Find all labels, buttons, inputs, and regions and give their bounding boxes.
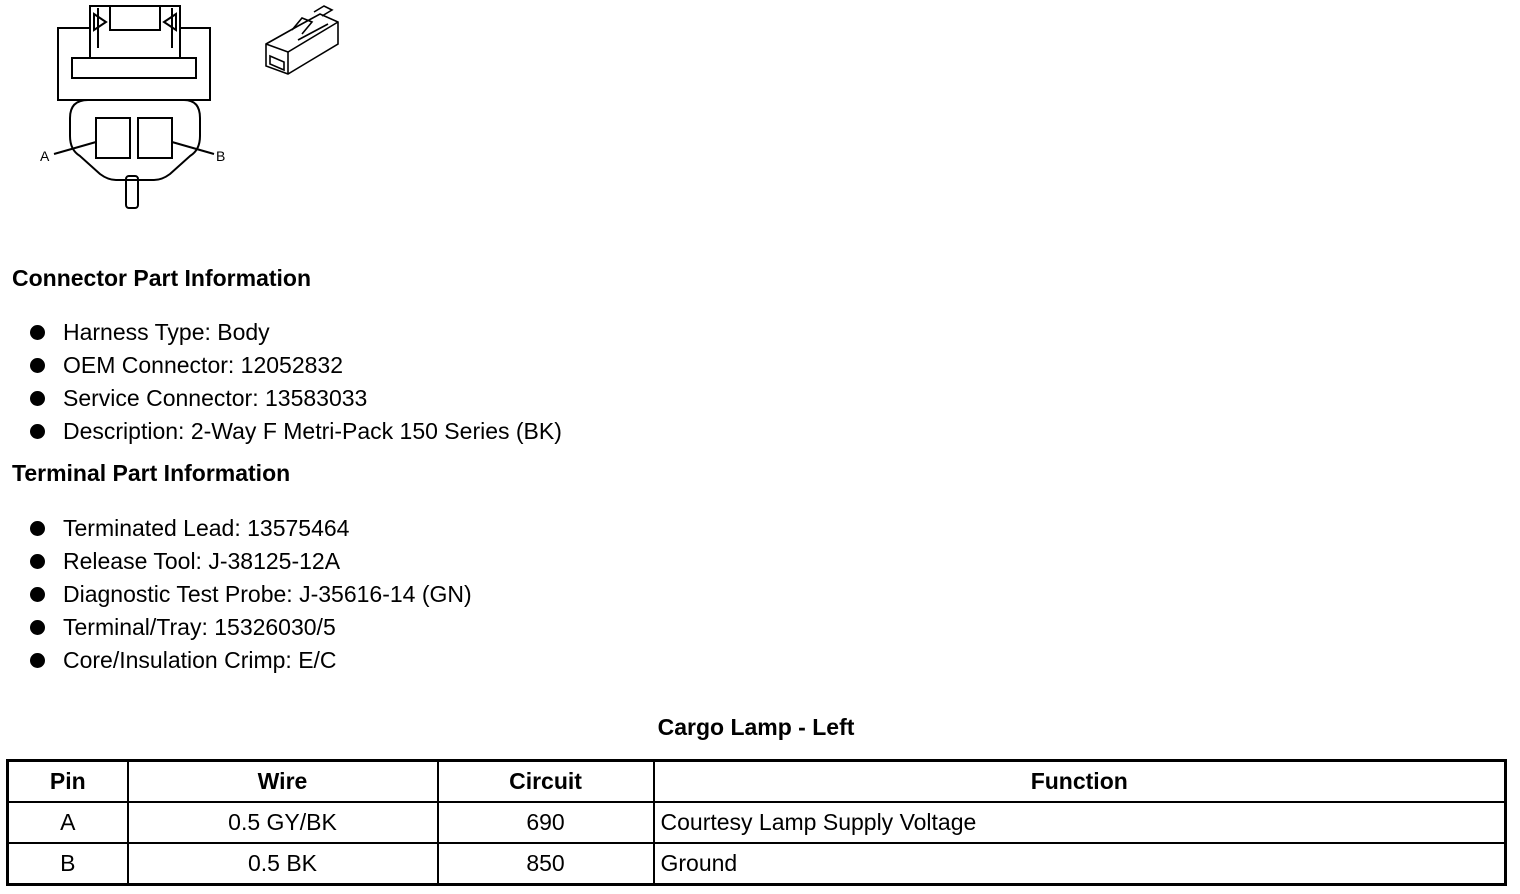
- column-header-circuit: Circuit: [438, 761, 654, 803]
- list-item: Terminal/Tray: 15326030/5: [26, 611, 472, 644]
- table-row: [8, 802, 1506, 843]
- cell-pin: A: [8, 802, 128, 843]
- column-header-pin: Pin: [8, 761, 128, 803]
- table-title: Cargo Lamp - Left: [657, 714, 855, 740]
- pin-label-a: A: [40, 148, 50, 164]
- connector-face-diagram: [30, 0, 240, 215]
- pinout-table: [6, 759, 1507, 886]
- cell-function: Ground: [654, 843, 1506, 885]
- cell-circuit: 850: [438, 843, 654, 885]
- list-item: OEM Connector: 12052832: [26, 349, 562, 382]
- list-item: Service Connector: 13583033: [26, 382, 562, 415]
- connector-info-heading: Connector Part Information: [12, 265, 312, 291]
- terminal-info-heading: Terminal Part Information: [12, 460, 291, 486]
- bullet-icon: [30, 424, 45, 439]
- column-header-wire: Wire: [128, 761, 438, 803]
- bullet-icon: [30, 325, 45, 340]
- column-header-function: Function: [654, 761, 1506, 803]
- cell-circuit: 690: [438, 802, 654, 843]
- table-row: [8, 843, 1506, 885]
- terminal-info-list: [26, 512, 472, 677]
- list-item: Release Tool: J-38125-12A: [26, 545, 472, 578]
- list-item: Diagnostic Test Probe: J-35616-14 (GN): [26, 578, 472, 611]
- pin-label-b: B: [216, 148, 226, 164]
- table-header-row: [8, 761, 1506, 803]
- list-item: Description: 2-Way F Metri-Pack 150 Series (BK): [26, 415, 562, 448]
- bullet-icon: [30, 653, 45, 668]
- list-item: Terminated Lead: 13575464: [26, 512, 472, 545]
- list-item: Core/Insulation Crimp: E/C: [26, 644, 472, 677]
- cell-wire: 0.5 BK: [128, 843, 438, 885]
- connector-info-list: [26, 316, 562, 448]
- bullet-icon: [30, 587, 45, 602]
- bullet-icon: [30, 358, 45, 373]
- bullet-icon: [30, 554, 45, 569]
- list-item: Harness Type: Body: [26, 316, 562, 349]
- bullet-icon: [30, 620, 45, 635]
- cell-function: Courtesy Lamp Supply Voltage: [654, 802, 1506, 843]
- cell-wire: 0.5 GY/BK: [128, 802, 438, 843]
- bullet-icon: [30, 521, 45, 536]
- connector-isometric-icon: [258, 4, 344, 86]
- bullet-icon: [30, 391, 45, 406]
- cell-pin: B: [8, 843, 128, 885]
